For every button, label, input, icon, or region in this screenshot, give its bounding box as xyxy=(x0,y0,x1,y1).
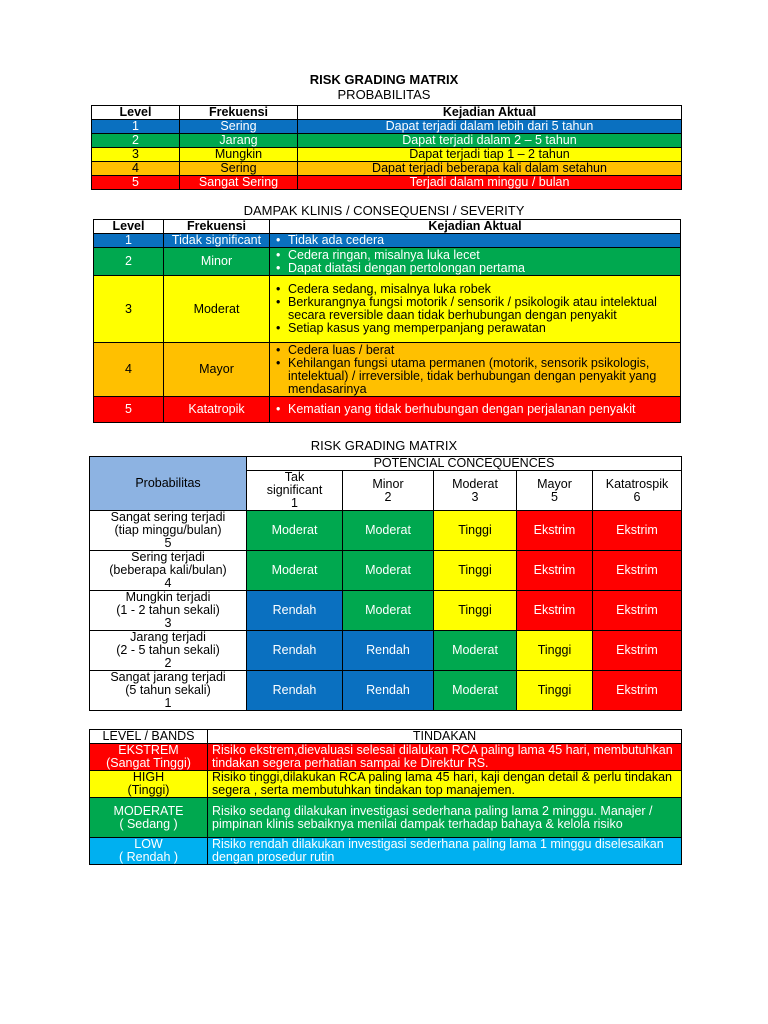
probabilitas-table xyxy=(91,105,682,190)
band-row xyxy=(90,744,682,771)
band-sub: ( Rendah ) xyxy=(118,850,179,864)
matrix-row-label: 4 xyxy=(164,576,172,590)
matrix-cell: Moderat xyxy=(343,511,434,551)
prob-row xyxy=(92,134,682,148)
matrix-row-label: 3 xyxy=(164,616,172,630)
impact-level: 4 xyxy=(94,343,164,397)
matrix-cell: Ekstrim xyxy=(593,511,682,551)
impact-level: 3 xyxy=(94,276,164,343)
matrix-row-header xyxy=(90,551,247,591)
band-action: Risiko tinggi,dilakukan RCA paling lama 45 hari, kaji dengan detail & perlu tindakan segera , serta membutuhkan tindakan top manajemen. xyxy=(208,771,682,798)
prob-level: 1 xyxy=(92,120,180,134)
matrix-row-label: Sangat jarang terjadi xyxy=(110,670,226,684)
matrix-row xyxy=(90,671,682,711)
impact-item: • Kehilangan fungsi utama permanen (motorik, sensorik psikologis, intelektual) / irreversible, tidak berhubungan dengan penyakit yang mendasarinya xyxy=(288,357,680,396)
matrix-cell: Ekstrim xyxy=(593,671,682,711)
impact-freq: Moderat xyxy=(164,276,270,343)
matrix-cell: Ekstrim xyxy=(517,551,593,591)
matrix-cell: Ekstrim xyxy=(593,551,682,591)
band-action: Risiko rendah dilakukan investigasi sederhana paling lama 1 minggu diselesaikan dengan prosedur rutin xyxy=(208,838,682,865)
band-name: HIGH xyxy=(132,770,165,784)
band-sub: ( Sedang ) xyxy=(119,816,178,831)
matrix-cell: Ekstrim xyxy=(593,631,682,671)
matrix-row-label: Mungkin terjadi xyxy=(125,590,211,604)
probabilitas-subtitle: PROBABILITAS xyxy=(337,87,431,102)
matrix-cell: Moderat xyxy=(343,551,434,591)
bands-header-tindakan: TINDAKAN xyxy=(208,730,682,744)
impact-item: • Cedera ringan, misalnya luka lecet xyxy=(288,249,680,262)
matrix-column-num: 1 xyxy=(291,496,298,510)
band-row xyxy=(90,798,682,838)
matrix-column-num: 5 xyxy=(551,489,558,504)
matrix-cell: Rendah xyxy=(247,671,343,711)
band-action: Risiko ekstrem,dievaluasi selesai dilalukan RCA paling lama 45 hari, membutuhkan tindakan segera perhatian sampai ke Direktur RS. xyxy=(208,744,682,771)
impact-level: 1 xyxy=(94,234,164,248)
prob-row xyxy=(92,176,682,190)
impact-row xyxy=(94,234,681,248)
matrix-column-num: 3 xyxy=(471,489,479,504)
matrix-corner: Probabilitas xyxy=(90,457,247,511)
impact-row xyxy=(94,343,681,397)
header-level: Level xyxy=(94,220,164,234)
band-sub: (Sangat Tinggi) xyxy=(106,756,191,770)
impact-row xyxy=(94,276,681,343)
band-sub: (Tinggi) xyxy=(127,783,170,797)
matrix-row-label: 5 xyxy=(164,536,172,550)
impact-level: 2 xyxy=(94,248,164,276)
prob-level: 5 xyxy=(92,176,180,190)
matrix-cell: Moderat xyxy=(247,551,343,591)
impact-freq: Minor xyxy=(164,248,270,276)
header-level: Level xyxy=(92,106,180,120)
prob-level: 2 xyxy=(92,134,180,148)
page-title: RISK GRADING MATRIX xyxy=(309,72,459,87)
prob-freq: Sering xyxy=(180,162,298,176)
prob-desc: Dapat terjadi beberapa kali dalam setahun xyxy=(298,162,682,176)
matrix-row-header xyxy=(90,671,247,711)
matrix-cell: Moderat xyxy=(434,671,517,711)
prob-row xyxy=(92,148,682,162)
matrix-row-label: Sering terjadi xyxy=(131,550,205,564)
prob-freq: Mungkin xyxy=(180,148,298,162)
matrix-cell: Tinggi xyxy=(517,671,593,711)
band-row xyxy=(90,838,682,865)
impact-item: • Dapat diatasi dengan pertolongan pertama xyxy=(288,262,680,275)
prob-freq: Sering xyxy=(180,120,298,134)
matrix-row-header xyxy=(90,631,247,671)
matrix-row-label: 2 xyxy=(164,656,172,670)
prob-desc: Terjadi dalam minggu / bulan xyxy=(298,176,682,190)
matrix-cell: Rendah xyxy=(343,671,434,711)
matrix-row xyxy=(90,591,682,631)
matrix-column-header xyxy=(247,471,343,511)
prob-desc: Dapat terjadi dalam 2 – 5 tahun xyxy=(298,134,682,148)
impact-row xyxy=(94,248,681,276)
matrix-row-label: (5 tahun sekali) xyxy=(125,683,211,697)
header-frekuensi: Frekuensi xyxy=(164,220,270,234)
matrix-cell: Tinggi xyxy=(434,551,517,591)
prob-level: 4 xyxy=(92,162,180,176)
matrix-column-header xyxy=(517,471,593,511)
matrix-row-header xyxy=(90,591,247,631)
risk-matrix xyxy=(89,456,682,711)
matrix-cell: Tinggi xyxy=(517,631,593,671)
prob-freq: Sangat Sering xyxy=(180,176,298,190)
impact-item: • Tidak ada cedera xyxy=(288,234,680,247)
matrix-cell: Rendah xyxy=(247,631,343,671)
matrix-column-name: Minor xyxy=(372,476,404,491)
band-row xyxy=(90,771,682,798)
matrix-row-label: (beberapa kali/bulan) xyxy=(109,563,227,577)
impact-freq: Mayor xyxy=(164,343,270,397)
impact-item: • Berkurangnya fungsi motorik / sensorik / psikologik atau intelektual secara reversible daan tidak berhubungan dengan penyakit xyxy=(288,296,680,322)
matrix-row xyxy=(90,631,682,671)
matrix-row-label: (2 - 5 tahun sekali) xyxy=(116,643,220,657)
matrix-row-label: (1 - 2 tahun sekali) xyxy=(116,603,220,617)
matrix-title: RISK GRADING MATRIX xyxy=(310,438,458,453)
matrix-cell: Moderat xyxy=(434,631,517,671)
matrix-cell: Ekstrim xyxy=(517,511,593,551)
prob-level: 3 xyxy=(92,148,180,162)
matrix-column-header xyxy=(593,471,682,511)
matrix-row-label: 1 xyxy=(164,696,172,710)
impact-freq: Katatropik xyxy=(164,397,270,423)
header-frekuensi: Frekuensi xyxy=(180,106,298,120)
prob-desc: Dapat terjadi tiap 1 – 2 tahun xyxy=(298,148,682,162)
matrix-cell: Ekstrim xyxy=(593,591,682,631)
matrix-column-num: 6 xyxy=(633,489,641,504)
matrix-cell: Rendah xyxy=(343,631,434,671)
prob-row xyxy=(92,120,682,134)
matrix-cell: Moderat xyxy=(247,511,343,551)
matrix-column-header xyxy=(343,471,434,511)
impact-table xyxy=(93,219,681,423)
matrix-cell: Moderat xyxy=(343,591,434,631)
impact-item: • Cedera sedang, misalnya luka robek xyxy=(288,283,680,296)
matrix-column-header xyxy=(434,471,517,511)
matrix-column-name: Tak significant xyxy=(266,470,323,497)
impact-row xyxy=(94,397,681,423)
band-action: Risiko sedang dilakukan investigasi sederhana paling lama 2 minggu. Manajer / pimpinan klinis sebaiknya menilai dampak terhadap bahaya & kelola risiko xyxy=(208,798,682,838)
impact-item: • Kematian yang tidak berhubungan dengan perjalanan penyakit xyxy=(288,403,680,416)
band-name: MODERATE xyxy=(113,803,184,818)
prob-row xyxy=(92,162,682,176)
matrix-row-label: (tiap minggu/bulan) xyxy=(114,523,222,537)
matrix-group-header: POTENCIAL CONCEQUENCES xyxy=(247,457,682,471)
matrix-column-name: Moderat xyxy=(452,476,498,491)
matrix-row-label: Jarang terjadi xyxy=(130,630,206,644)
header-kejadian: Kejadian Aktual xyxy=(298,106,682,120)
bands-table xyxy=(89,729,682,865)
matrix-column-name: Katatrospik xyxy=(605,476,669,491)
bands-header-level: LEVEL / BANDS xyxy=(90,730,208,744)
matrix-row-label: Sangat sering terjadi xyxy=(110,510,226,524)
matrix-column-name: Mayor xyxy=(537,476,572,491)
impact-title: DAMPAK KLINIS / CONSEQUENSI / SEVERITY xyxy=(243,203,525,218)
impact-level: 5 xyxy=(94,397,164,423)
matrix-row xyxy=(90,551,682,591)
prob-freq: Jarang xyxy=(180,134,298,148)
band-name: EKSTREM xyxy=(118,743,179,757)
impact-freq: Tidak significant xyxy=(164,234,270,248)
impact-item: • Cedera luas / berat xyxy=(288,344,680,357)
band-name: LOW xyxy=(134,837,163,851)
matrix-column-num: 2 xyxy=(384,489,392,504)
matrix-cell: Tinggi xyxy=(434,591,517,631)
matrix-row-header xyxy=(90,511,247,551)
impact-item: • Setiap kasus yang memperpanjang perawatan xyxy=(288,322,680,335)
header-kejadian: Kejadian Aktual xyxy=(270,220,681,234)
matrix-cell: Ekstrim xyxy=(517,591,593,631)
matrix-row xyxy=(90,511,682,551)
prob-desc: Dapat terjadi dalam lebih dari 5 tahun xyxy=(298,120,682,134)
matrix-cell: Rendah xyxy=(247,591,343,631)
matrix-cell: Tinggi xyxy=(434,511,517,551)
